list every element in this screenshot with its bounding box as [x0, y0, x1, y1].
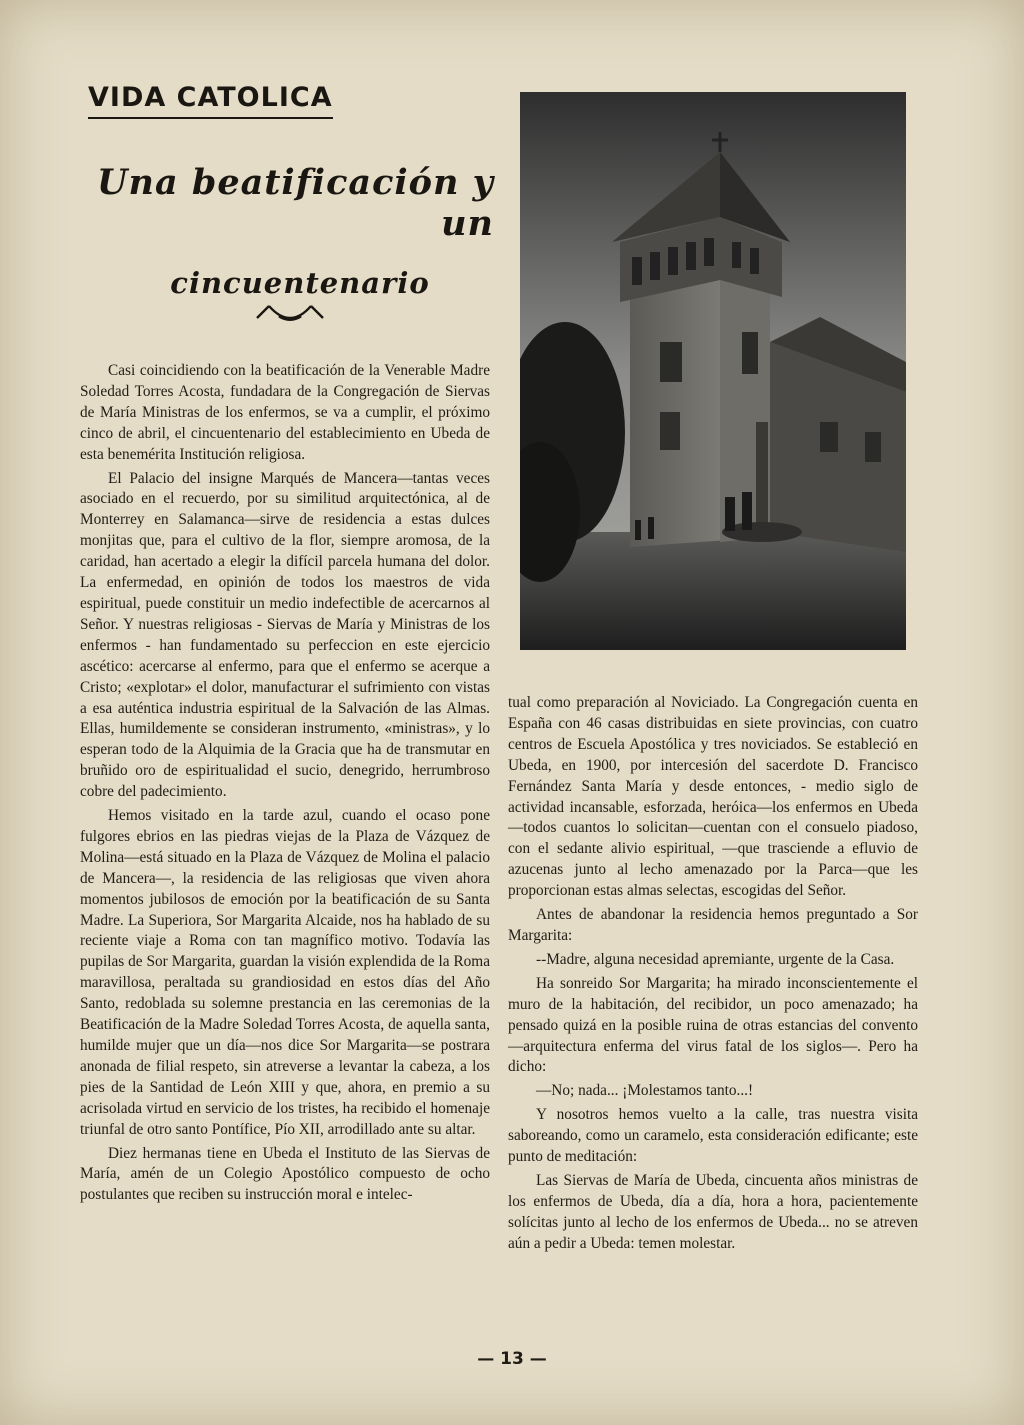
paragraph: Las Siervas de María de Ubeda, cincuenta años ministras de los enfermos de Ubeda, día a día, hora a hora, pacientemente solícitas junto al lecho de los enfermos de Ubeda... no se atreven aún a pedir a Ubeda: temen molestar.	[508, 1171, 918, 1252]
paragraph: Antes de abandonar la residencia hemos preguntado a Sor Margarita:	[508, 906, 918, 944]
article-column-right	[508, 693, 918, 1255]
paragraph: --Madre, alguna necesidad apremiante, urgente de la Casa.	[536, 950, 895, 968]
section-label: VIDA CATOLICA	[88, 82, 333, 119]
paragraph: Y nosotros hemos vuelto a la calle, tras nuestra visita saboreando, como un caramelo, esta consideración edificante; este punto de meditación:	[508, 1106, 918, 1166]
palace-photo	[520, 92, 906, 650]
paragraph: —No; nada... ¡Molestamos tanto...!	[536, 1082, 754, 1100]
headline-line-1: Una beatificación y un	[97, 162, 494, 244]
paragraph: Hemos visitado en la tarde azul, cuando el ocaso pone fulgores ebrios en las piedras viejas de la Plaza de Vázquez de Molina—está situado en la Plaza de Vázquez de Molina el palacio de Mancera—, la residencia de las religiosas que viven ahora momentos jubilosos de emoción por la beatificación de su Santa Madre. La Superiora, Sor Margarita Alcaide, nos ha hablado de su reciente viaje a Roma con tan magnífico motivo. Todavía las pupilas de Sor Margarita, guardan la visión explendida de la Roma maravillosa, peraltada su grandiosidad en estos días del Año Santo, redoblada su solemne prestancia en las ceremonias de la Beatificación de la Madre Soledad Torres Acosta, de aquella santa, humilde mujer que un día—nos dice Sor Margarita—se postrara anonada de filial respeto, sin atreverse a levantar la cabeza, a los pies de la Santidad de León XIII y que, ahora, en premio a su acrisolada virtud en servicio de los tristes, ha recibido el homenaje triunfal de otro santo Pontífice, Pío XII, arrodillado ante su altar.	[80, 807, 490, 1138]
paragraph: Casi coincidiendo con la beatificación de la Venerable Madre Soledad Torres Acosta, fundadara de la Congregación de Siervas de María Ministras de los enfermos, se va a cumplir, el próximo cinco de abril, el cincuentenario del establecimiento en Ubeda de esta benemérita Institución religiosa.	[80, 362, 490, 463]
headline-line-2: cincuentenario	[170, 266, 430, 300]
tower-building-icon	[520, 92, 906, 650]
page-number: — 13 —	[477, 1349, 547, 1369]
article-headline	[80, 162, 510, 300]
paragraph: Diez hermanas tiene en Ubeda el Instituto de las Siervas de María, amén de un Colegio Apostólico compuesto de ocho postulantes que reciben su instrucción moral e intelec-	[80, 1144, 490, 1204]
paragraph: tual como preparación al Noviciado. La Congregación cuenta en España con 46 casas distribuidas en siete provincias, con cuatro centros de Escuela Apostólica y tres noviciados. Se estableció en Ubeda, en 1900, por intercesión del sacerdote D. Francisco Fernández Santa María y desde entonces, - medio siglo de actividad incansable, esforzada, heróica—los enfermos en Ubeda—todos cuantos lo solicitan—cuentan con el consuelo piadoso, con el sedante alivio espiritual, —que trasciende a efluvio de azucenas junto al lecho amenazado por la Parca—que les proporcionan estas almas selectas, escogidas del Señor.	[508, 694, 918, 900]
paragraph: Ha sonreido Sor Margarita; ha mirado inconscientemente el muro de la habitación, del recibidor, un poco amenazado; ha pensado quizá en la posible ruina de otras estancias del convento —arquitectura enferma del virus fatal de los siglos—. Pero ha dicho:	[508, 974, 918, 1076]
article-column-left	[80, 361, 490, 1206]
paragraph: El Palacio del insigne Marqués de Mancera—tantas veces asociado en el recuerdo, por su similitud arquitectónica, al de Monterrey en Salamanca—sirve de residencia a estas dulces monjitas que, para el cultivo de la flor, siempre aromosa, de la caridad, han acertado a elegir la difícil parcela humana del dolor. La enfermedad, en opinión de todos los maestros de vida espiritual, puede constituir un medio indefectible de acercarnos al Señor. Y nuestras religiosas - Siervas de María y Ministras de los enfermos - han fundamentado su perfeccion en este ejercicio ascético: acercarse al enfermo, para que el enfermo se acerque a Cristo; «explotar» el dolor, manufacturar el sufrimiento con vistas a esa auténtica industria espiritual de la Salvación de las Almas. Ellas, humildemente se consideran instrumento, «ministras», y lo esperan todo de la Alquimia de la Gracia que ha de transmutar en bruñido oro de espiritualidad el sucio, denegrido, herrumbroso cobre del padecimiento.	[80, 469, 490, 801]
ornament-icon	[255, 296, 325, 324]
